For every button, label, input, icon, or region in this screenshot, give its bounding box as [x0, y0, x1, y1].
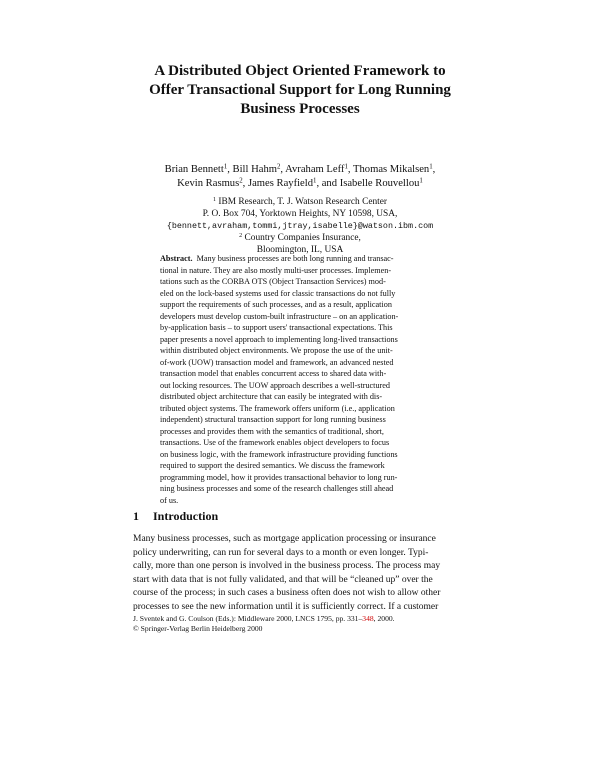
affiliation-2-name-text: Country Companies Insurance,: [244, 233, 361, 243]
author-name: Bill Hahm: [232, 164, 277, 175]
citation-suffix: , 2000.: [373, 614, 395, 623]
abstract-line: [160, 253, 442, 265]
paper-title: [100, 62, 500, 119]
citation-text: J. Sventek and G. Coulson (Eds.): Middleware 2000, LNCS 1795, pp. 331–: [133, 614, 363, 623]
page-footer: [133, 614, 473, 634]
abstract-line: distributed object architecture that can easily be integrated with dis-: [160, 392, 383, 401]
intro-line: processes to see the new information until it is sufficiently correct. If a customer: [133, 601, 439, 612]
author-name: Kevin Rasmus: [177, 178, 240, 189]
author-name: Brian Bennett: [164, 164, 224, 175]
intro-line: policy underwriting, can run for several days to a month or even longer. Typi-: [133, 547, 429, 558]
citation-line: [133, 614, 473, 624]
author-affiliation-mark: 2: [239, 177, 243, 185]
author-name: James Rayfield: [247, 178, 313, 189]
abstract: [160, 253, 442, 506]
abstract-line: paper presents a novel approach to implementing long-lived transactions: [160, 334, 398, 344]
author-separator: ,: [280, 164, 286, 175]
affiliation-1-address: P. O. Box 704, Yorktown Heights, NY 10598, USA,: [202, 209, 398, 219]
author-line: [100, 177, 500, 191]
abstract-line: processes and provides them with the semantics of traditional, short,: [160, 426, 384, 436]
author-separator: ,: [242, 178, 248, 189]
section-number: 1: [133, 509, 139, 523]
author-name: Isabelle Rouvellou: [339, 178, 420, 189]
author-affiliation-mark: 1: [313, 177, 317, 185]
author-name: Avraham Leff: [285, 164, 345, 175]
author-affiliation-mark: 2: [276, 163, 281, 171]
intro-line: cally, more than one person is involved in the business process. The process may: [133, 561, 441, 571]
affiliation-2-name: [100, 232, 500, 244]
abstract-line: transaction model that enables concurrent access to shared data with-: [160, 369, 387, 378]
abstract-line: eled on the lock-based systems used for classic transactions do not fully: [160, 288, 396, 298]
abstract-line: developers must develop custom-built infrastructure – on an application-: [160, 311, 399, 321]
abstract-line: required to support the desired semantics. We discuss the framework: [160, 461, 385, 470]
author-line: [100, 163, 500, 177]
abstract-line: tional in nature. They are also mostly multi-user processes. Implemen-: [160, 265, 392, 275]
author-separator: ,: [432, 164, 436, 175]
affiliation-mark: 1: [212, 196, 216, 203]
abstract-line: out locking resources. The UOW approach describes a well-structured: [160, 380, 391, 390]
abstract-line: tations such as the CORBA OTS (Object Transaction Services) mod-: [160, 277, 386, 286]
intro-line: start with data that is not fully validated, and that will be “cleaned up” over the: [133, 574, 433, 585]
abstract-line: of us.: [160, 495, 179, 505]
affiliations: [100, 196, 500, 256]
abstract-line: by-application basis – to support users' transactional expectations. This: [160, 323, 393, 332]
affiliation-1-name: [100, 196, 500, 208]
affiliation-mark: 2: [239, 232, 243, 239]
affiliation-2-address: Bloomington, IL, USA: [256, 245, 344, 255]
abstract-line: of-work (UOW) transaction model and framework, an advanced nested: [160, 357, 394, 367]
title-line: Offer Transactional Support for Long Running: [149, 82, 451, 98]
affiliation-1-emails: {bennett,avraham,tommi,jtray,isabelle}@watson.ibm.com: [166, 221, 434, 231]
citation-page-link[interactable]: 348: [362, 614, 374, 623]
section-title: Introduction: [153, 509, 219, 523]
author-affiliation-mark: 1: [419, 177, 423, 185]
abstract-line: ning business processes and some of the research challenges still ahead: [160, 484, 394, 493]
abstract-line: programming model, how it provides transactional behavior to long run-: [160, 472, 398, 482]
author-name: Thomas Mikalsen: [353, 164, 430, 175]
title-line: A Distributed Object Oriented Framework to: [154, 63, 446, 79]
abstract-line: within distributed object environments. We propose the use of the unit-: [160, 346, 393, 355]
author-list: [100, 163, 500, 191]
introduction-paragraph: [133, 533, 471, 614]
affiliation-1-name-text: IBM Research, T. J. Watson Research Center: [218, 197, 388, 207]
section-heading: [133, 509, 473, 524]
copyright-line: © Springer-Verlag Berlin Heidelberg 2000: [133, 624, 263, 633]
title-line: Business Processes: [240, 101, 360, 117]
author-affiliation-mark: 1: [429, 163, 433, 171]
abstract-line: support the requirements of such processes, and as a result, application: [160, 300, 392, 309]
abstract-label: Abstract.: [160, 254, 193, 263]
intro-line: Many business processes, such as mortgage application processing or insurance: [133, 534, 436, 544]
intro-line: course of the process; in such cases a business often does not wish to allow other: [133, 588, 441, 598]
abstract-line: independent) structural transaction support for long running business: [160, 415, 386, 424]
author-separator: ,: [347, 164, 354, 175]
author-separator: , and: [316, 178, 340, 189]
author-affiliation-mark: 1: [223, 163, 228, 171]
abstract-text: Many business processes are both long running and transac-: [196, 254, 394, 263]
author-separator: ,: [227, 164, 233, 175]
abstract-line: on business logic, with the framework infrastructure providing functions: [160, 449, 398, 459]
abstract-line: tributed object systems. The framework offers uniform (i.e., application: [160, 403, 395, 413]
abstract-line: transactions. Use of the framework enables object developers to focus: [160, 438, 390, 447]
author-affiliation-mark: 1: [344, 163, 348, 171]
